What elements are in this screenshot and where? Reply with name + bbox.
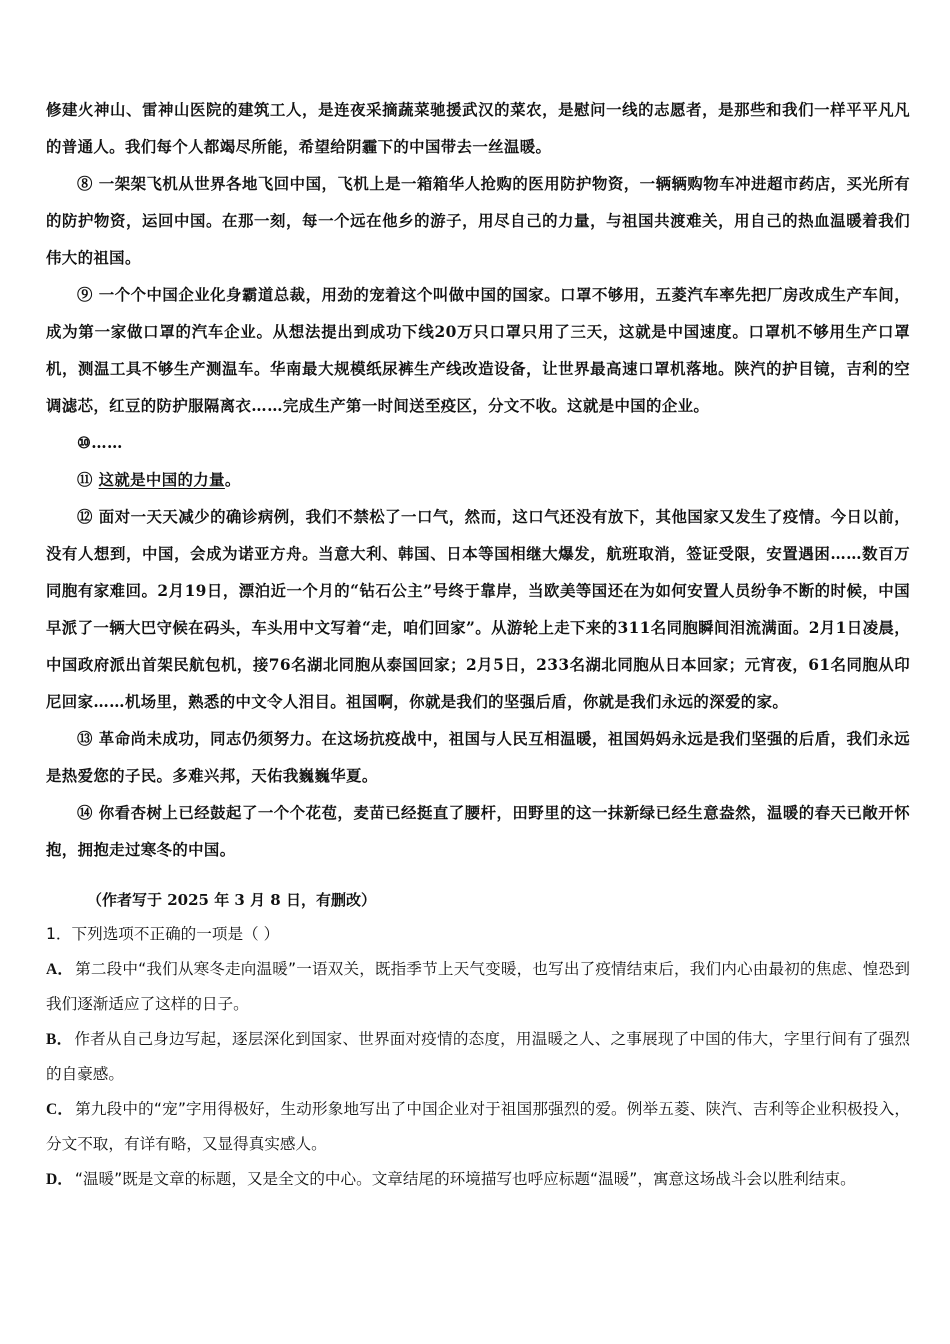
option-d [46, 1162, 910, 1197]
question-block [46, 917, 910, 1197]
article-body [46, 92, 910, 869]
author-note: （作者写于 2025 年 3 月 8 日，有删改） [87, 891, 376, 909]
option-b-label: B． [46, 1031, 73, 1048]
option-a [46, 952, 910, 1022]
question-stem: 1．下列选项不正确的一项是（ ） [46, 925, 280, 943]
option-a-text: 第二段中“我们从寒冬走向温暖”一语双关，既指季节上天气变暖，也写出了疫情结束后，我们内心由最初的焦虑、惶恐到我们逐渐适应了这样的日子。 [46, 960, 910, 1013]
option-d-label: D． [46, 1171, 73, 1188]
paragraph-9: ⑨ 一个个中国企业化身霸道总裁，用劲的宠着这个叫做中国的国家。口罩不够用，五菱汽车率先把厂房改成生产车间，成为第一家做口罩的汽车企业。从想法提出到成功下线20万只口罩只用了三天，这就是中国速度。口罩机不够用生产口罩机，测温工具不够生产测温车。华南最大规模纸尿裤生产线改造设备，让世界最高速口罩机落地。陕汽的护目镜，吉利的空调滤芯，红豆的防护服隔离衣……完成生产第一时间送至疫区，分文不收。这就是中国的企业。 [46, 286, 910, 415]
option-c-text: 第九段中的“宠”字用得极好，生动形象地写出了中国企业对于祖国那强烈的爱。例举五菱、陕汽、吉利等企业积极投入，分文不取，有详有略，又显得真实感人。 [46, 1100, 910, 1153]
option-c [46, 1092, 910, 1162]
paragraph-11-end: 。 [224, 471, 241, 489]
paragraph-11 [46, 462, 910, 499]
option-a-label: A． [46, 961, 74, 978]
paragraph-14: ⑭ 你看杏树上已经鼓起了一个个花苞，麦苗已经挺直了腰杆，田野里的这一抹新绿已经生意盎然，温暖的春天已敞开怀抱，拥抱走过寒冬的中国。 [46, 804, 910, 859]
paragraph-7-continuation: 修建火神山、雷神山医院的建筑工人，是连夜采摘蔬菜驰援武汉的菜农，是慰问一线的志愿者，是那些和我们一样平平凡凡的普通人。我们每个人都竭尽所能，希望给阴霾下的中国带去一丝温暖。 [46, 101, 910, 156]
paragraph-8: ⑧ 一架架飞机从世界各地飞回中国，飞机上是一箱箱华人抢购的医用防护物资，一辆辆购物车冲进超市药店，买光所有的防护物资，运回中国。在那一刻，每一个远在他乡的游子，用尽自己的力量，与祖国共渡难关，用自己的热血温暖着我们伟大的祖国。 [46, 175, 910, 267]
option-c-label: C． [46, 1101, 74, 1118]
paragraph-12: ⑫ 面对一天天减少的确诊病例，我们不禁松了一口气，然而，这口气还没有放下，其他国家又发生了疫情。今日以前，没有人想到，中国，会成为诺亚方舟。当意大利、韩国、日本等国相继大爆发，航班取消，签证受限，安置遇困……数百万同胞有家难回。2月19日，漂泊近一个月的“钻石公主”号终于靠岸，当欧美等国还在为如何安置人员纷争不断的时候，中国早派了一辆大巴守候在码头，车头用中文写着“走，咱们回家”。从游轮上走下来的311名同胞瞬间泪流满面。2月1日凌晨，中国政府派出首架民航包机，接76名湖北同胞从泰国回家；2月5日，233名湖北同胞从日本回家；元宵夜，61名同胞从印尼回家……机场里，熟悉的中文令人泪目。祖国啊，你就是我们的坚强后盾，你就是我们永远的深爱的家。 [46, 508, 910, 711]
paragraph-13: ⑬ 革命尚未成功，同志仍须努力。在这场抗疫战中，祖国与人民互相温暖，祖国妈妈永远是我们坚强的后盾，我们永远是热爱您的子民。多难兴邦，天佑我巍巍华夏。 [46, 730, 910, 785]
option-b-text: 作者从自己身边写起，逐层深化到国家、世界面对疫情的态度，用温暖之人、之事展现了中国的伟大，字里行间有了强烈的自豪感。 [46, 1030, 910, 1083]
option-b [46, 1022, 910, 1092]
paragraph-11-number: ⑪ [77, 471, 99, 489]
underlined-sentence: 这就是中国的力量 [98, 471, 225, 489]
paragraph-10: ⑩…… [77, 434, 123, 452]
option-d-text: “温暖”既是文章的标题，又是全文的中心。文章结尾的环境描写也呼应标题“温暖”，寓意这场战斗会以胜利结束。 [74, 1170, 856, 1188]
